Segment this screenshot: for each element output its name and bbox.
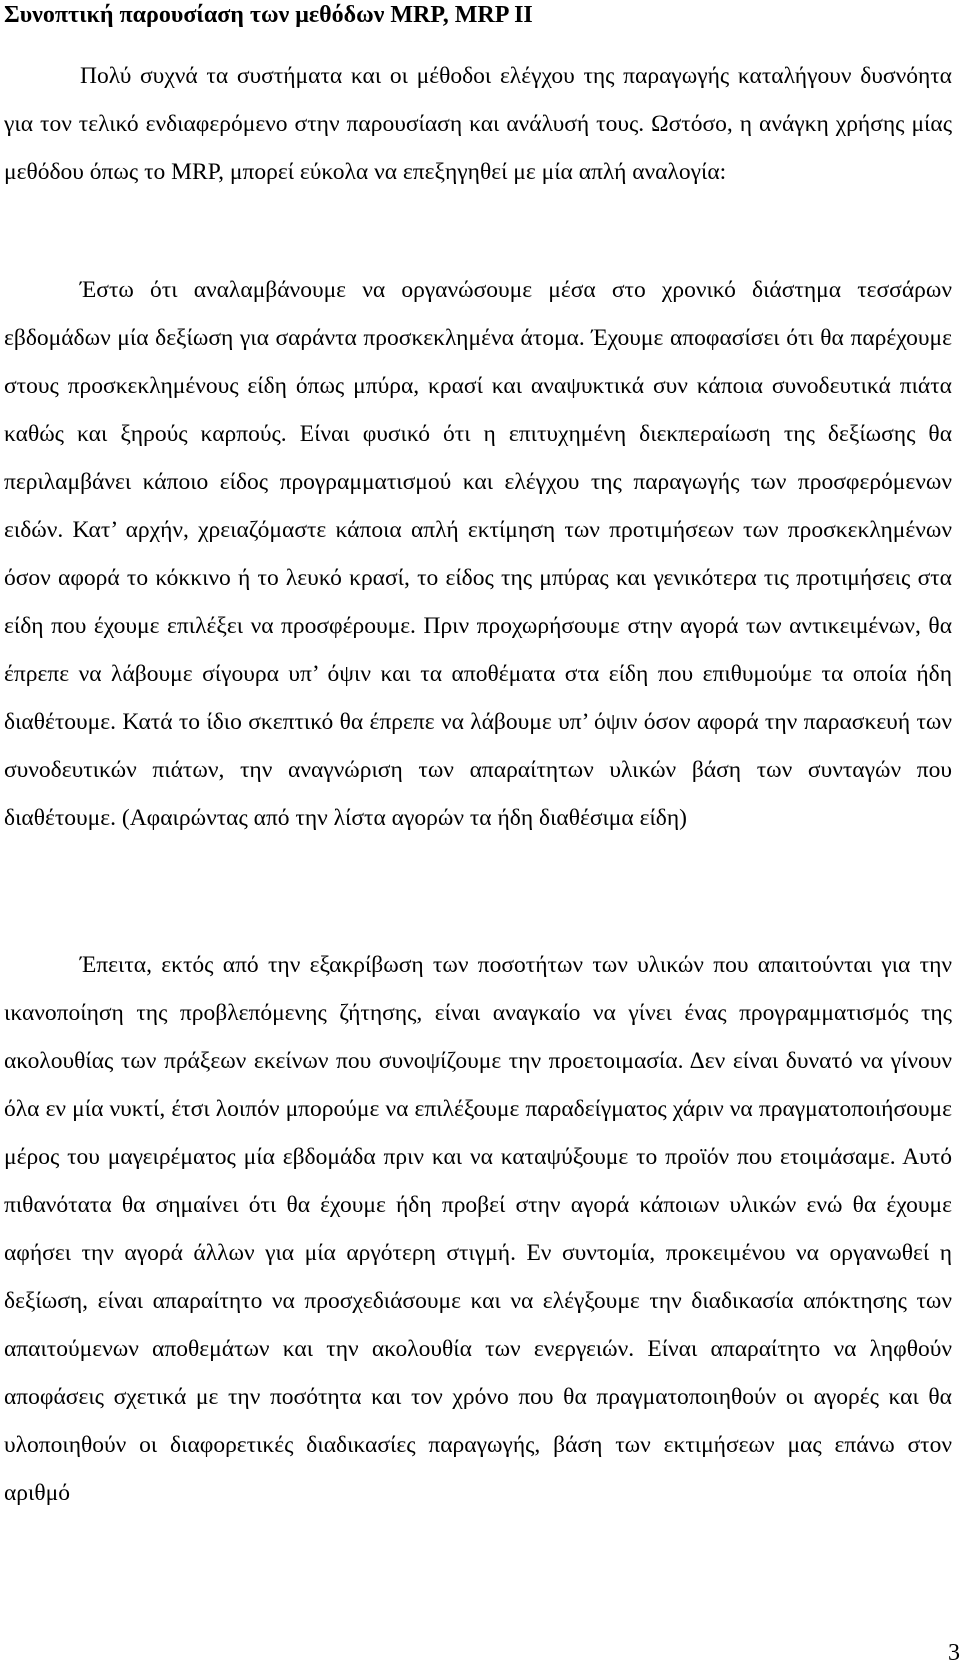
paragraph-scheduling: Έπειτα, εκτός από την εξακρίβωση των ποσοτήτων των υλικών που απαιτούνται για την ικανοποίηση της προβλεπόμενης ζήτησης, είναι αναγκαίο να γίνει ένας προγραμματισμός της ακολουθίας των πράξεων εκείνων που συνοψίζουμε την προετοιμασία. Δεν είναι δυνατό να γίνουν όλα εν μία νυκτί, έτσι λοιπόν μπορούμε να επιλέξουμε παραδείγματος χάριν να πραγματοποιήσουμε μέρος του μαγειρέματος μία εβδομάδα πριν και να καταψύξουμε το προϊόν που ετοιμάσαμε. Αυτό πιθανότατα θα σημαίνει ότι θα έχουμε ήδη προβεί στην αγορά κάποιων υλικών ενώ θα έχουμε αφήσει την αγορά άλλων για μία αργότερη στιγμή. Εν συντομία, προκειμένου να οργανωθεί η δεξίωση, είναι απαραίτητο να προσχεδιάσουμε και να ελέγξουμε την διαδικασία απόκτησης των απαιτούμενων αποθεμάτων και την ακολουθία των ενεργειών. Είναι απαραίτητο να ληφθούν αποφάσεις σχετικά με την ποσότητα και τον χρόνο που θα πραγματοποιηθούν οι αγορές και θα υλοποιηθούν οι διαφορετικές διαδικασίες παραγωγής, βάση των εκτιμήσεων μας επάνω στον αριθμό: [4, 952, 952, 1506]
paragraph-intro: Πολύ συχνά τα συστήματα και οι μέθοδοι ελέγχου της παραγωγής καταλήγουν δυσνόητα για τον τελικό ενδιαφερόμενο στην παρουσίαση και ανάλυσή τους. Ωστόσο, η ανάγκη χρήσης μίας μεθόδου όπως το MRP, μπορεί εύκολα να επεξηγηθεί με μία απλή αναλογία:: [4, 63, 952, 185]
section-title: Συνοπτική παρουσίαση των μεθόδων MRP, MRP II: [4, 2, 533, 28]
paragraph-party-analogy: Έστω ότι αναλαμβάνουμε να οργανώσουμε μέσα στο χρονικό διάστημα τεσσάρων εβδομάδων μία δεξίωση για σαράντα προσκεκλημένα άτομα. Έχουμε αποφασίσει ότι θα παρέχουμε στους προσκεκλημένους είδη όπως μπύρα, κρασί και αναψυκτικά συν κάποια συνοδευτικά πιάτα καθώς και ξηρούς καρπούς. Είναι φυσικό ότι η επιτυχημένη διεκπεραίωση της δεξίωσης θα περιλαμβάνει κάποιο είδος προγραμματισμού και ελέγχου της παραγωγής των προσφερόμενων ειδών. Κατ’ αρχήν, χρειαζόμαστε κάποια απλή εκτίμηση των προτιμήσεων των προσκεκλημένων όσον αφορά το κόκκινο ή το λευκό κρασί, το είδος της μπύρας και γενικότερα τις προτιμήσεις στα είδη που έχουμε επιλέξει να προσφέρουμε. Πριν προχωρήσουμε στην αγορά των αντικειμένων, θα έπρεπε να λάβουμε σίγουρα υπ’ όψιν και τα αποθέματα στα είδη που επιθυμούμε τα οποία ήδη διαθέτουμε. Κατά το ίδιο σκεπτικό θα έπρεπε να λάβουμε υπ’ όψιν όσον αφορά την παρασκευή των συνοδευτικών πιάτων, την αναγνώριση των απαραίτητων υλικών βάση των συνταγών που διαθέτουμε. (Αφαιρώντας από την λίστα αγορών τα ήδη διαθέσιμα είδη): [4, 277, 952, 831]
page-number: 3: [948, 1640, 960, 1666]
